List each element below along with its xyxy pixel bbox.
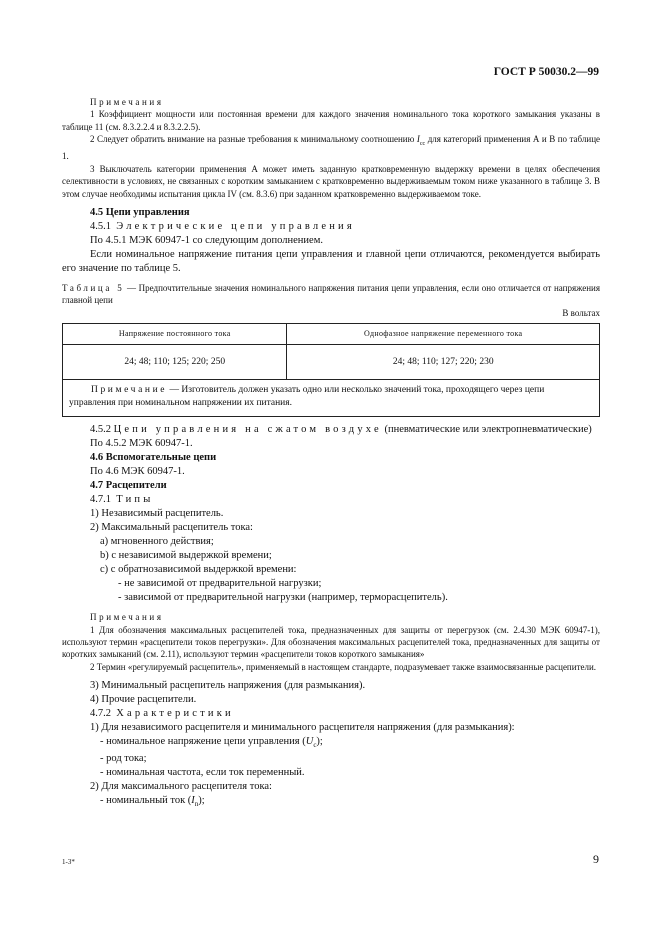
subsection-heading: 4.5.1 Электрические цепи управления xyxy=(90,221,355,233)
table-header-dc: Напряжение постоянного тока xyxy=(63,324,287,345)
list-item: 4) Прочие расцепители. xyxy=(90,694,197,706)
table-5 xyxy=(62,323,600,417)
list-item: а) мгновенного действия; xyxy=(100,536,214,548)
table-cell-ac: 24; 48; 110; 127; 220; 230 xyxy=(287,345,600,380)
table-cell-dc: 24; 48; 110; 125; 220; 250 xyxy=(63,345,287,380)
notes-title: Примечания xyxy=(90,612,164,623)
table-note: Примечание — Изготовитель должен указать одно или несколько значений тока, проходящего через цепи управления при номинальном напряжении их питания. xyxy=(63,380,600,417)
note-item: 2 Следует обратить внимание на разные требования к минимальному соотношению $I_{cc}$ для категорий применения А и В по таблице 1. xyxy=(62,134,601,162)
list-item: - номинальный ток $(I_n)$; xyxy=(100,795,205,809)
list-item: с) с обратнозависимой выдержкой времени: xyxy=(100,564,297,576)
list-item: - не зависимой от предварительной нагрузки; xyxy=(118,578,322,590)
section-title: 4.5 Цепи управления xyxy=(90,207,190,219)
page-content xyxy=(62,96,600,811)
table-units: В вольтах xyxy=(562,307,600,318)
list-item: - род тока; xyxy=(100,753,147,765)
list-item: 3) Минимальный расцепитель напряжения (для размыкания). xyxy=(90,680,366,692)
notes-title: Примечания xyxy=(90,97,164,107)
paragraph: По 4.5.1 МЭК 60947-1 со следующим дополнением. xyxy=(90,235,323,247)
table-caption: Таблица 5 — Предпочтительные значения номинального напряжения питания цепи управления, если оно отличается от напряжения главной цепи xyxy=(62,283,600,306)
note-item: 1 Для обозначения максимальных расцепителей тока, предназначенных для защиты от перегрузок (см. 2.4.30 МЭК 60947-1), используют термин «расцепители токов перегрузки». Для обозначения максимальных расцепителей тока, предназначенных для защиты от коротких замыканий (см. 2.11), используют термин «расцепители токов короткого замыкания» xyxy=(62,624,600,660)
paragraph: Если номинальное напряжение питания цепи управления и главной цепи отличаются, рекомендуется выбирать его значение по таблице 5. xyxy=(62,249,600,275)
list-item: - номинальное напряжение цепи управления $(U_c)$; xyxy=(100,736,323,750)
list-item: 2) Максимальный расцепитель тока: xyxy=(90,522,253,534)
list-item: 1) Независимый расцепитель. xyxy=(90,508,224,520)
standard-number: ГОСТ Р 50030.2—99 xyxy=(493,66,599,78)
list-item: - зависимой от предварительной нагрузки (например, терморасцепитель). xyxy=(118,592,448,604)
section-title: 4.6 Вспомогательные цепи xyxy=(90,452,217,464)
list-item: 2) Для максимального расцепителя тока: xyxy=(90,781,272,793)
section-title: 4.7 Расцепители xyxy=(90,480,167,492)
footer-mark: 1-3* xyxy=(62,858,75,866)
note-item: 1 Коэффициент мощности или постоянная времени для каждого значения номинального тока короткого замыкания указаны в таблице 11 (см. 8.3.2.2.4 и 8.3.2.2.5). xyxy=(62,109,600,132)
table-header-ac: Однофазное напряжение переменного тока xyxy=(287,324,600,345)
paragraph: По 4.6 МЭК 60947-1. xyxy=(90,466,185,478)
paragraph: По 4.5.2 МЭК 60947-1. xyxy=(90,438,193,450)
subsection-heading: 4.7.1 Типы xyxy=(90,494,154,506)
note-item: 3 Выключатель категории применения А может иметь заданную кратковременную выдержку времени в целях обеспечения селективности в условиях, не связанных с коротким замыканием с кратковременно выдерживаемым током ниже указанного в таблице 3. В этом случае необходимы испытания цикла IV (см. 8.3.6) при заданном кратковременно выдерживаемом токе. xyxy=(62,163,600,199)
subsection-heading: 4.7.2 Характеристики xyxy=(90,708,234,720)
note-item: 2 Термин «регулируемый расцепитель», применяемый в настоящем стандарте, подразумевает также взаимосвязанные расцепители. xyxy=(90,661,597,672)
page-number: 9 xyxy=(593,852,599,866)
subsection-heading: 4.5.2 Цепи управления на сжатом воздухе (пневматические или электропневматические) xyxy=(90,424,592,436)
list-item: - номинальная частота, если ток переменный. xyxy=(100,767,305,779)
list-item: 1) Для независимого расцепителя и минимального расцепителя напряжения (для размыкания): xyxy=(90,722,515,734)
list-item: b) с независимой выдержкой времени; xyxy=(100,550,272,562)
